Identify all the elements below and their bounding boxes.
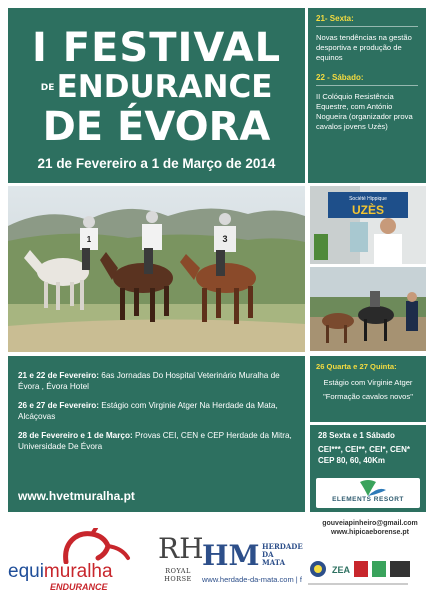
royal-word: ROYAL (165, 567, 191, 575)
herdade-da-mata-logo (202, 540, 302, 592)
zea-logo: ZEA (332, 565, 350, 575)
elements-resort-name: ELEMENTS RESORT (332, 496, 404, 503)
event-2 (18, 400, 295, 422)
title-panel (8, 8, 305, 183)
muralha-word: muralha (43, 561, 113, 582)
event-dates: 21 de Fevereiro a 1 de Março de 2014 (37, 156, 276, 171)
clinic-box (310, 356, 426, 422)
program-sidebar (308, 8, 426, 183)
event-3-text: Provas CEI, CEN e CEP Herdade da Mitra, Universidade De Évora (18, 431, 292, 451)
event-3 (18, 430, 295, 452)
hm-monogram: HM (202, 539, 260, 572)
banner-big-text: UZÈS (351, 203, 385, 217)
elements-resort-logo (316, 478, 420, 508)
hm-website[interactable]: www.herdade-da-mata.com | f (202, 575, 302, 584)
title-line-2 (8, 70, 305, 104)
website-link[interactable]: www.hvetmuralha.pt (18, 489, 135, 503)
title-de: DE (40, 83, 55, 93)
contact-email[interactable]: gouveiapinheiro@gmail.com (322, 520, 418, 527)
title-line-1: I FESTIVAL (31, 25, 282, 71)
event-1-text: 6as Jornadas Do Hospital Veterinário Muralha de Évora , Évora Hotel (18, 371, 280, 391)
equi-word: equi (8, 561, 44, 582)
contact-url[interactable]: www.hipicaeborense.pt (331, 529, 409, 536)
title-endurance: ENDURANCE (56, 69, 273, 105)
bib-3: 3 (222, 234, 228, 244)
equimuralha-logo (6, 528, 156, 594)
event-2-date: 26 e 27 de Fevereiro: (18, 401, 100, 410)
speaker-photo (310, 186, 426, 264)
clinic-line-2: "Formação cavalos novos" (323, 392, 413, 401)
competition-line-2: CEP 80, 60, 40Km (318, 456, 386, 465)
day1-description: Novas tendências na gestão desportiva e produção de equinos (316, 33, 412, 62)
events-panel (8, 356, 305, 512)
royal-horse-logo (158, 531, 204, 595)
competition-heading: 28 Sexta e 1 Sábado (318, 431, 395, 440)
hm-sub-1: HERDADE (262, 542, 303, 551)
day2-heading: 22 - Sábado: (316, 73, 418, 86)
riders-illustration (8, 186, 305, 352)
riders-photo (8, 186, 305, 352)
hm-sub-2: DA (262, 550, 274, 559)
hm-sub-3: MATA (262, 558, 286, 567)
clinic-line-1: Estágio com Virginie Atger (323, 378, 413, 387)
day2-description: II Colóquio Resistência Equestre, com António Nogueira (organizador prova cavalos jovens Uzès) (316, 92, 413, 131)
shield-icon (354, 561, 368, 577)
event-3-date: 28 de Fevereiro e 1 de Março: (18, 431, 133, 440)
hm-subtitle (262, 543, 303, 567)
bib-1: 1 (86, 235, 92, 244)
competition-box (310, 425, 426, 512)
banner-small-text: Société Hippique (349, 196, 387, 202)
competition-line-1: CEI***, CEI**, CEI*, CEN* (318, 445, 411, 454)
clinic-heading: 26 Quarta e 27 Quinta: (316, 362, 397, 371)
title-line-3: DE ÉVORA (42, 104, 271, 150)
horse-word: HORSE (164, 575, 192, 583)
partner-logos (308, 555, 428, 595)
event-1-date: 21 e 22 de Fevereiro: (18, 371, 100, 380)
endurance-word: ENDURANCE (50, 582, 108, 592)
training-photo (310, 267, 426, 351)
event-1 (18, 370, 295, 392)
partner-logos-graphic (308, 555, 428, 595)
speaker-illustration (310, 186, 426, 264)
rh-monogram: RH (158, 532, 204, 565)
horse-head-icon (6, 528, 156, 564)
day1-heading: 21- Sexta: (316, 14, 418, 27)
contact-info (312, 519, 428, 537)
horse-silhouette-icon (390, 561, 410, 577)
event-2-text: Estágio com Virginie Atger Na Herdade da Mata, Alcáçovas (18, 401, 278, 421)
club-badge-icon (372, 561, 386, 577)
equimuralha-wordmark (8, 561, 113, 583)
training-illustration (310, 267, 426, 351)
